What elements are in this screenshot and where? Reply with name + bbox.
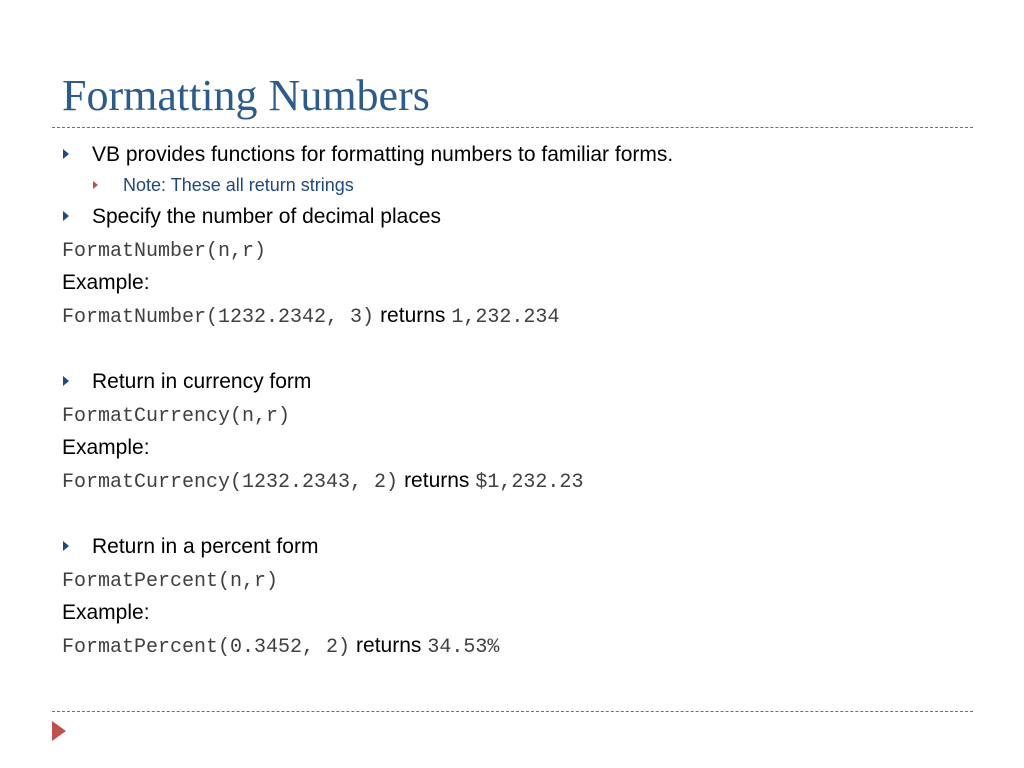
footer-divider <box>52 711 973 712</box>
bullet-item <box>62 200 972 233</box>
sub-bullet-text: Note: These all return strings <box>123 175 354 195</box>
example-call: FormatCurrency(1232.2343, 2) <box>62 471 399 494</box>
triangle-bullet-icon <box>62 365 74 398</box>
bullet-text: Return in a percent form <box>92 535 319 558</box>
slide-body <box>62 138 972 662</box>
returns-keyword: returns <box>380 304 446 327</box>
code-syntax-line <box>62 233 972 266</box>
sub-bullet-item <box>62 171 972 200</box>
bullet-text: VB provides functions for formatting numbers to familiar forms. <box>92 143 674 166</box>
example-result: 1,232.234 <box>451 306 560 329</box>
footer-triangle-icon <box>52 721 66 741</box>
triangle-bullet-icon <box>92 171 104 200</box>
bullet-item <box>62 138 972 171</box>
example-line <box>62 299 972 332</box>
code-syntax-line <box>62 563 972 596</box>
bullet-text: Specify the number of decimal places <box>92 205 442 228</box>
example-label: Example: <box>62 601 150 624</box>
example-label-line <box>62 266 972 299</box>
bullet-item <box>62 365 972 398</box>
returns-keyword: returns <box>356 634 422 657</box>
spacer <box>62 497 972 530</box>
bullet-text: Return in currency form <box>92 370 312 393</box>
slide-title: Formatting Numbers <box>62 71 430 120</box>
title-divider <box>52 127 973 128</box>
bullet-item <box>62 530 972 563</box>
triangle-bullet-icon <box>62 138 74 171</box>
returns-keyword: returns <box>404 469 470 492</box>
example-label: Example: <box>62 271 150 294</box>
code-syntax-line <box>62 398 972 431</box>
format-currency-syntax: FormatCurrency(n,r) <box>62 405 291 428</box>
example-line <box>62 629 972 662</box>
spacer <box>62 332 972 365</box>
triangle-bullet-icon <box>62 200 74 233</box>
example-call: FormatNumber(1232.2342, 3) <box>62 306 375 329</box>
example-label-line <box>62 596 972 629</box>
example-result: $1,232.23 <box>475 471 584 494</box>
example-label-line <box>62 431 972 464</box>
example-label: Example: <box>62 436 150 459</box>
format-number-syntax: FormatNumber(n,r) <box>62 240 267 263</box>
format-percent-syntax: FormatPercent(n,r) <box>62 570 279 593</box>
example-call: FormatPercent(0.3452, 2) <box>62 636 351 659</box>
example-result: 34.53% <box>427 636 500 659</box>
triangle-bullet-icon <box>62 530 74 563</box>
example-line <box>62 464 972 497</box>
